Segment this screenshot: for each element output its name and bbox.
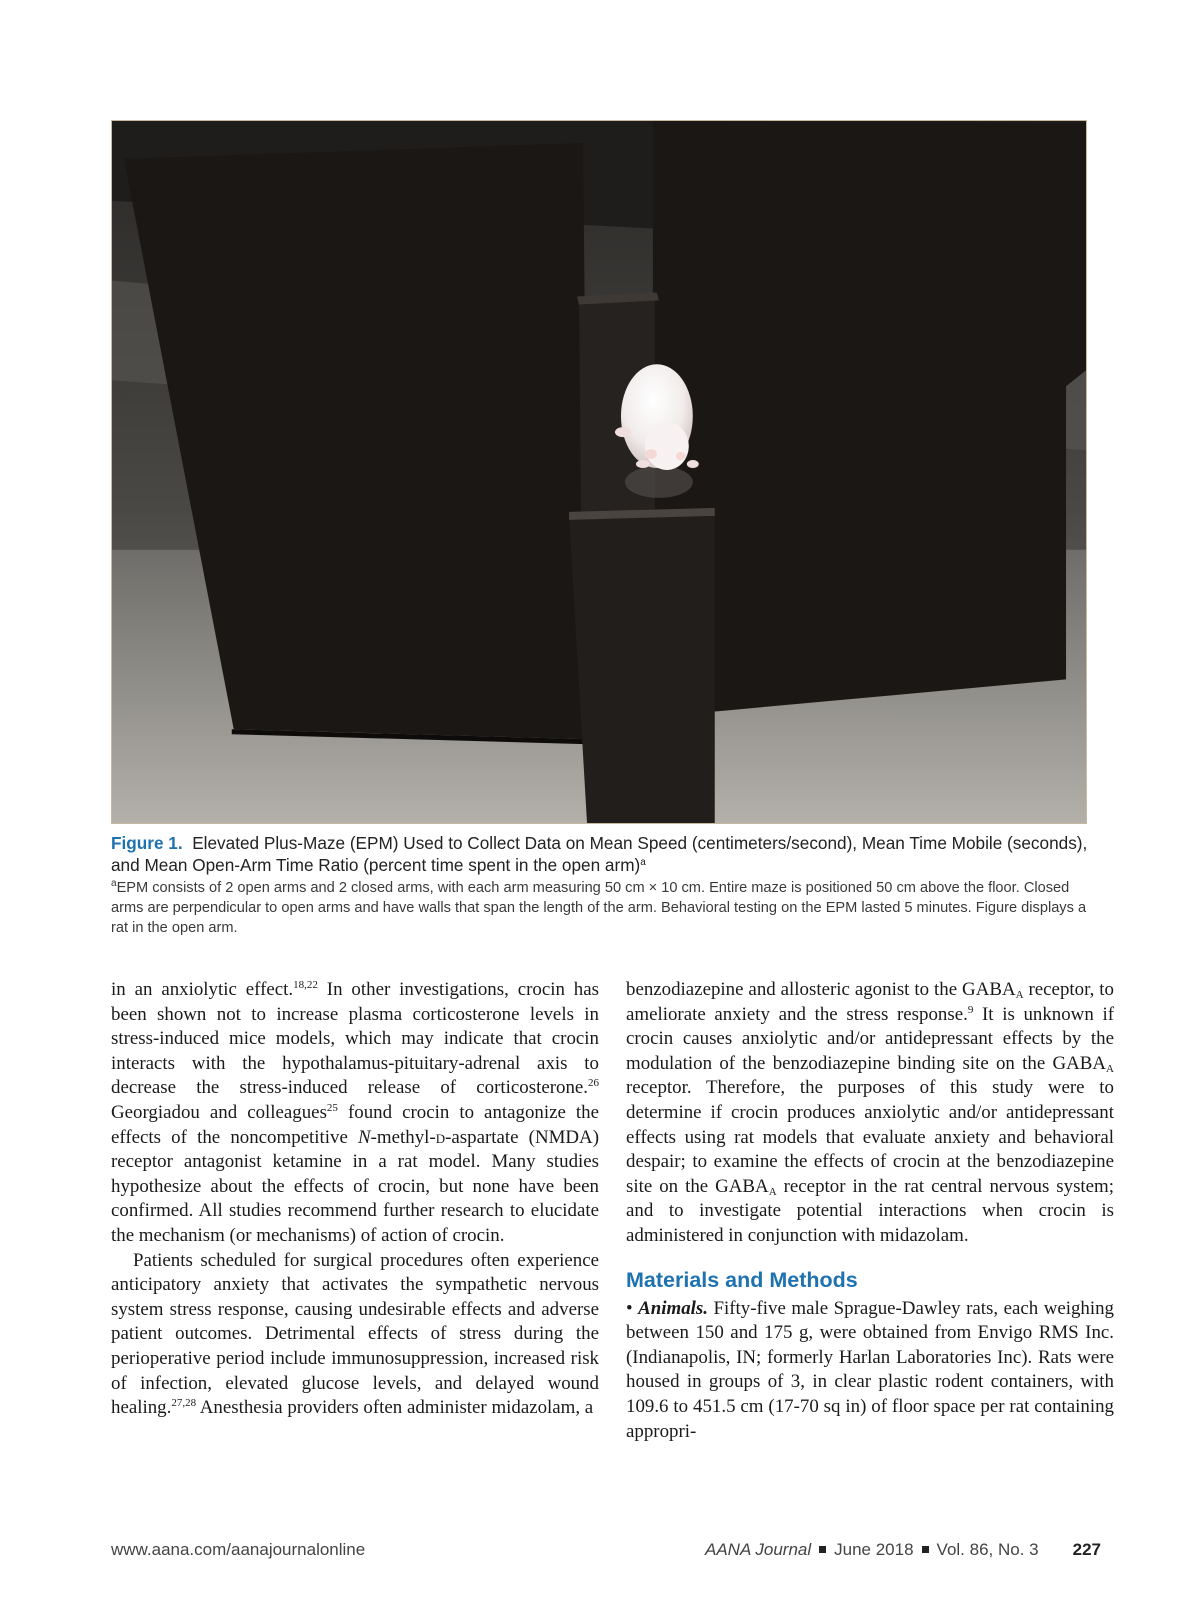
citation: 18,22 xyxy=(293,979,318,991)
citation: 26 xyxy=(588,1077,599,1090)
paragraph xyxy=(111,978,599,1249)
footer-url-link[interactable]: www.aana.com/aanajournalonline xyxy=(111,1540,366,1559)
separator-square-icon xyxy=(922,1546,929,1553)
figure-title-footnote-mark: a xyxy=(640,857,646,868)
paragraph xyxy=(111,1249,599,1421)
text-run: Georgiadou and colleagues xyxy=(111,1101,327,1123)
body-column-left xyxy=(111,978,599,1421)
text-run: -methyl- xyxy=(370,1126,436,1148)
text-run: It is unknown if crocin causes anxiolytic and/or antidepressant effects by the modulation of the benzodiazepine binding site on the GABA xyxy=(626,1003,1114,1074)
text-run: in an anxiolytic effect. xyxy=(111,979,294,1000)
figure-caption xyxy=(111,832,1101,938)
text-run: receptor in the rat central nervous system; and to investigate potential interactions when crocin is administered in conjunction with midazolam. xyxy=(626,1175,1115,1246)
text-run: receptor, to ameliorate anxiety and the stress response. xyxy=(626,979,1114,1025)
section-heading: Materials and Methods xyxy=(626,1267,858,1292)
subscript: A xyxy=(768,1185,777,1198)
volume-issue: Vol. 86, No. 3 xyxy=(936,1540,1039,1559)
text-run: In other investigations, crocin has been shown not to increase plasma corticosterone levels in stress-induced mice models, which may indicate that crocin interacts with the hypothalamus-pituitary-adrenal axis to decrease the stress-induced release of corticosterone. xyxy=(111,979,599,1099)
text-run: benzodiazepine and allosteric agonist to the GABA xyxy=(626,979,1016,1000)
body-column-right xyxy=(626,978,1114,1444)
citation: 27,28 xyxy=(171,1397,197,1410)
text-run: Patients scheduled for surgical procedures often experience anticipatory anxiety that activates the sympathetic nervous system stress response, causing undesirable effects and adverse patient outcomes. Detrimental effects of stress during the perioperative period include immunosuppression, increased risk of infection, elevated glucose levels, and delayed wound healing. xyxy=(111,1249,599,1419)
figure-label: Figure 1. xyxy=(111,833,183,853)
text-run: receptor. Therefore, the purposes of this study were to determine if crocin produces anxiolytic and/or antidepressant effects using rat models that evaluate anxiety and behavioral despair; to examine the effects of crocin at the benzodiazepine site on the GABA xyxy=(626,1077,1114,1197)
text-run: Fifty-five male Sprague-Dawley rats, each weighing between 150 and 175 g, were obtained from Envigo RMS Inc. (Indianapolis, IN; formerly Harlan Laboratories Inc). Rats were housed in groups of 3, in clear plastic rodent containers, with 109.6 to 451.5 cm (17-70 sq in) of floor space per rat containing appropri- xyxy=(626,1297,1114,1442)
paragraph xyxy=(626,978,1114,1249)
run-in-heading: Animals. xyxy=(638,1297,708,1319)
issue-date: June 2018 xyxy=(834,1540,914,1559)
journal-name: AANA Journal xyxy=(704,1540,812,1559)
small-caps-text: d xyxy=(435,1126,446,1148)
figure-title xyxy=(111,832,1101,876)
text-run: Anesthesia providers often administer midazolam, a xyxy=(196,1397,594,1419)
bullet: • xyxy=(626,1297,639,1319)
subscript: A xyxy=(1015,989,1024,1001)
footer-journal-info xyxy=(705,1540,1101,1560)
paragraph xyxy=(626,1297,1114,1445)
separator-square-icon xyxy=(819,1546,826,1553)
subscript: A xyxy=(1106,1062,1114,1075)
figure-footnote-text: EPM consists of 2 open arms and 2 closed arms, with each arm measuring 50 cm × 10 cm. Entire maze is positioned 50 cm above the floor. Closed arms are perpendicular to open arms and have walls that span the length of the arm. Behavioral testing on the EPM lasted 5 minutes. Figure displays a rat in the open arm. xyxy=(111,880,1087,936)
figure-footnote-mark: a xyxy=(111,878,117,889)
italic-text: N xyxy=(358,1126,371,1148)
citation: 25 xyxy=(326,1101,338,1114)
figure-title-text: Elevated Plus-Maze (EPM) Used to Collect Data on Mean Speed (centimeters/second), Mean Time Mobile (seconds), and Mean Open-Arm Time Ratio (percent time spent in the open arm) xyxy=(111,833,1088,875)
text-run: found crocin to antagonize the effects of the noncompetitive xyxy=(111,1101,599,1148)
figure-footnote xyxy=(111,879,1101,938)
text-run: -aspartate (NMDA) receptor antagonist ketamine in a rat model. Many studies hypothesize about the effects of crocin, but none have been confirmed. All studies recommend further research to elucidate the mechanism (or mechanisms) of action of crocin. xyxy=(111,1126,599,1246)
figure-photo-rat-in-maze xyxy=(111,120,1087,824)
page-number: 227 xyxy=(1072,1540,1101,1559)
citation: 9 xyxy=(967,1003,974,1016)
